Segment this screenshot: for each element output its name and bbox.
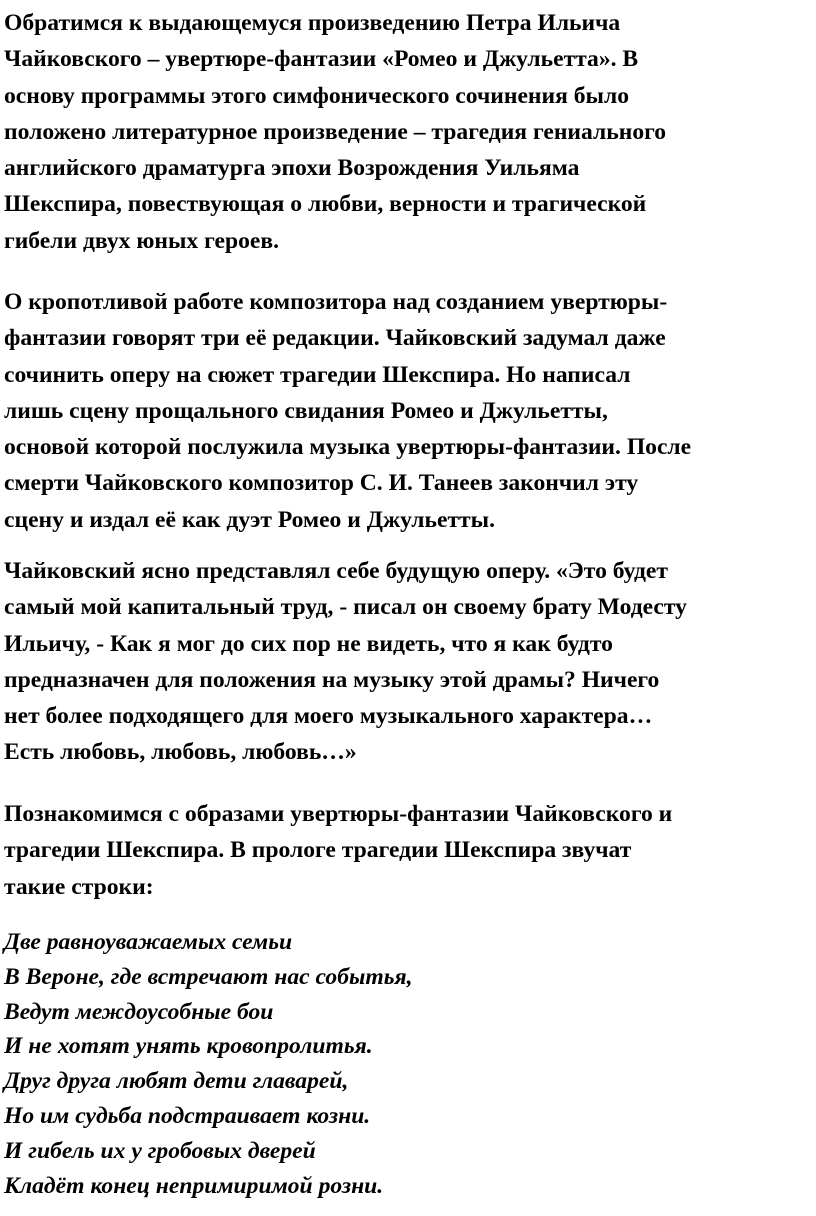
text-line: лишь сцену прощального свидания Ромео и Джульетты,	[4, 397, 608, 424]
text-line: смерти Чайковского композитор С. И. Танеев закончил эту	[4, 470, 639, 497]
poem-line: В Вероне, где встречают нас событья,	[4, 963, 413, 990]
text-line: гибели двух юных героев.	[4, 227, 280, 254]
text-line: сочинить оперу на сюжет трагедии Шекспира. Но написал	[4, 361, 631, 388]
poem-line: И не хотят унять кровопролитья.	[4, 1033, 373, 1060]
text-line: нет более подходящего для моего музыкального характера…	[4, 703, 653, 730]
text-line: Познакомимся с образами увертюры-фантазии Чайковского и	[4, 801, 673, 827]
text-line: положено литературное произведение – трагедия гениального	[4, 118, 667, 145]
text-line: О кропотливой работе композитора над созданием увертюры-	[4, 289, 668, 315]
poem-line: Друг друга любят дети главарей,	[4, 1068, 349, 1095]
text-line: Ильичу, - Как я мог до сих пор не видеть, что я как будто	[4, 630, 613, 657]
poem-line: Две равноуважаемых семьи	[4, 929, 293, 955]
text-line: самый мой капитальный труд, - писал он своему брату Модесту	[4, 594, 687, 621]
paragraph-editions	[4, 284, 691, 538]
text-line: Чайковского – увертюре-фантазии «Ромео и Джульетта». В	[4, 46, 639, 73]
poem-line: Но им судьба подстраивает козни.	[4, 1102, 371, 1129]
text-line: Чайковский ясно представлял себе будущую оперу. «Это будет	[4, 558, 668, 584]
text-line: Обратимся к выдающемуся произведению Петра Ильича	[4, 10, 621, 36]
text-line: фантазии говорят три её редакции. Чайковский задумал даже	[4, 325, 666, 352]
text-line: предназначен для положения на музыку этой драмы? Ничего	[4, 666, 660, 693]
paragraph-quote	[4, 553, 687, 771]
text-line: Есть любовь, любовь, любовь…»	[4, 739, 357, 766]
poem-line: Ведут междоусобные бои	[4, 998, 274, 1025]
text-line: английского драматурга эпохи Возрождения Уильяма	[4, 155, 580, 182]
poem-line: Кладёт конец непримиримой розни.	[4, 1172, 384, 1199]
text-line: основу программы этого симфонического сочинения было	[4, 82, 630, 109]
text-line: Шекспира, повествующая о любви, верности и трагической	[4, 191, 647, 218]
paragraph-prologue-intro	[4, 796, 672, 905]
paragraph-intro	[4, 5, 666, 259]
text-line: такие строки:	[4, 873, 154, 900]
poem-line: И гибель их у гробовых дверей	[4, 1137, 316, 1164]
prologue-poem	[4, 925, 413, 1203]
text-line: основой которой послужила музыка увертюры-фантазии. После	[4, 434, 692, 461]
text-line: сцену и издал её как дуэт Ромео и Джульетты.	[4, 506, 495, 533]
text-line: трагедии Шекспира. В прологе трагедии Шекспира звучат	[4, 837, 632, 864]
